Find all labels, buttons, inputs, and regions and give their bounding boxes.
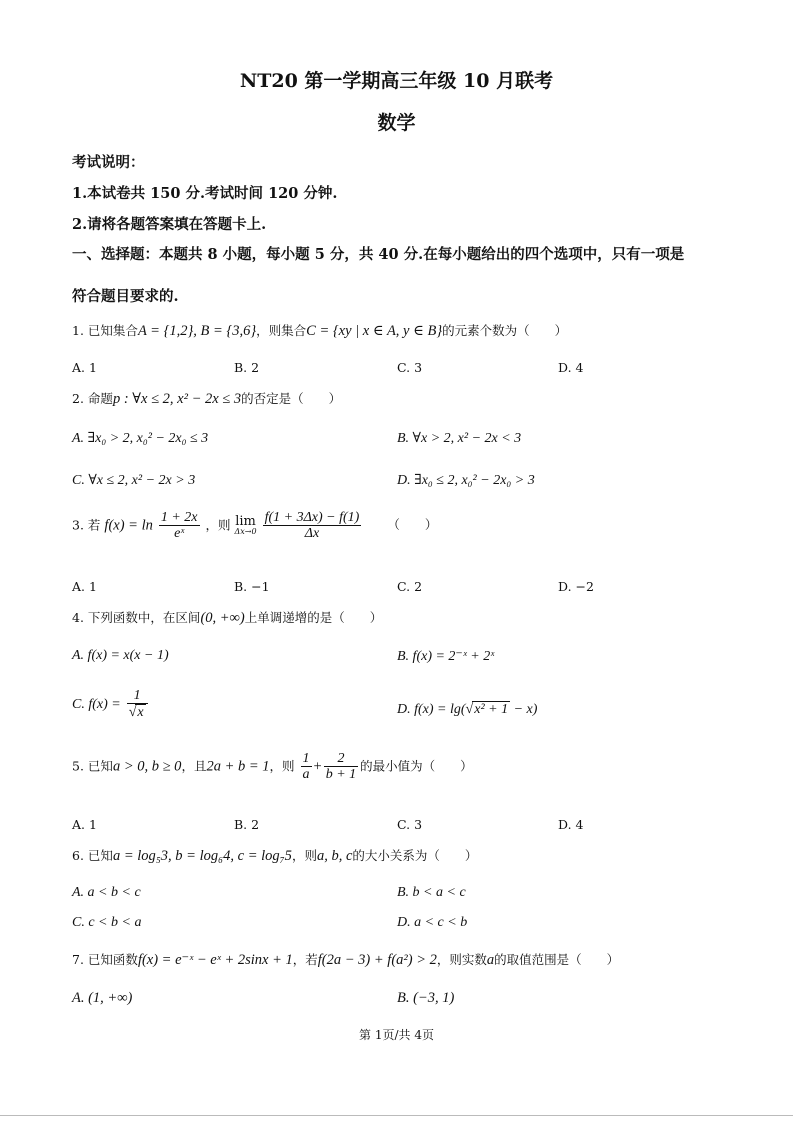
q1-option-b: B. 2 (234, 360, 260, 375)
limit-operator: lim Δx→0 (234, 514, 257, 537)
question-1: 1. 已知集合A = {1,2}, B = {3,6}，则集合C = {xy | x ∈ A, y ∈ B}的元素个数为（ ） (72, 323, 568, 339)
fraction: $\frac{f(1 + 3\Delta x) - f(1)}{\Delta x}$ (264, 510, 360, 542)
math-expression: f(x) = e⁻ˣ − eˣ + 2sinx + 1 (137, 952, 293, 968)
section-heading-line-2: 符合题目要求的. (72, 288, 179, 305)
q6-option-a: A. a < b < c (72, 885, 141, 900)
exam-title: NT20 第一学期高三年级 10 月联考 (239, 70, 554, 92)
question-number: 1. (72, 323, 84, 338)
question-number: 6. (72, 848, 84, 863)
math-expression: A = {1,2}, B = {3,6} (137, 323, 257, 339)
q6-option-c: C. c < b < a (72, 915, 142, 930)
notes-heading: 考试说明： (72, 154, 145, 171)
q4-option-d: D. f(x) = lg(√x² + 1 − x) (397, 702, 538, 717)
question-3: 3. 若 f(x) = ln $\frac{1 + 2x}{\text{eˣ}}$ ，则 lim Δx→0 $\frac{f(1 + 3\Delta x) - f(1)}{\Delta x}$ （ ） (72, 510, 438, 542)
math-expression: p : ∀x ≤ 2, x² − 2x ≤ 3 (112, 391, 242, 407)
q7-option-b: B. (−3, 1) (397, 990, 455, 1006)
question-7: 7. 已知函数f(x) = e⁻ˣ − eˣ + 2sinx + 1，若f(2a − 3) + f(a²) > 2，则实数a的取值范围是（ ） (72, 952, 620, 968)
q1-option-d: D. 4 (558, 360, 584, 375)
math-expression: C = {xy | x ∈ A, y ∈ B} (306, 323, 443, 339)
math-expression: a, b, c (316, 848, 353, 864)
q2-option-b: B. ∀x > 2, x² − 2x < 3 (397, 431, 522, 446)
q7-option-a: A. (1, +∞) (72, 990, 133, 1006)
math-expression: a = log₅3, b = log₆4, c = log₇5 (112, 848, 292, 864)
question-number: 3. (72, 517, 84, 533)
q3-option-d: D. −2 (558, 579, 594, 594)
question-5: 5. 已知a > 0, b ≥ 0，且2a + b = 1，则 $\frac{1}{a}$ + $\frac{2}{b + 1}$ 的最小值为（ ） (72, 751, 473, 783)
q5-option-a: A. 1 (72, 817, 97, 832)
q5-option-d: D. 4 (558, 817, 584, 832)
q1-option-a: A. 1 (72, 360, 97, 375)
question-6: 6. 已知a = log₅3, b = log₆4, c = log₇5，则a, b, c的大小关系为（ ） (72, 848, 478, 864)
q2-option-a: A. ∃x₀ > 2, x₀² − 2x₀ ≤ 3 (72, 431, 209, 446)
math-expression: (0, +∞) (200, 610, 245, 626)
math-expression: 2a + b = 1 (206, 758, 270, 775)
page-number: 第 1页/共 4页 (359, 1028, 434, 1042)
question-4: 4. 下列函数中，在区间(0, +∞)上单调递增的是（ ） (72, 610, 383, 626)
question-number: 2. (72, 391, 84, 406)
subject-title: 数学 (377, 112, 416, 134)
q1-option-c: C. 3 (397, 360, 423, 375)
q4-option-a: A. f(x) = x(x − 1) (72, 648, 169, 663)
q3-option-a: A. 1 (72, 579, 97, 594)
math-expression: f(2a − 3) + f(a²) > 2 (317, 952, 437, 968)
fraction: $\frac{2}{b + 1}$ (325, 751, 357, 783)
math-expression: f(x) = ln (104, 517, 153, 534)
fraction: $\frac{1 + 2x}{\text{eˣ}}$ (160, 510, 198, 542)
q3-option-c: C. 2 (397, 579, 423, 594)
q4-option-b: B. f(x) = 2⁻ˣ + 2ˣ (397, 649, 495, 664)
q6-option-d: D. a < c < b (397, 915, 468, 930)
question-number: 5. (72, 758, 84, 774)
page-divider (0, 1115, 793, 1116)
notes-line-2: 2.请将各题答案填在答题卡上. (72, 216, 267, 233)
fraction: $\frac{1}{√x}$ (127, 688, 148, 721)
q2-option-d: D. ∃x₀ ≤ 2, x₀² − 2x₀ > 3 (397, 473, 535, 488)
math-expression: a > 0, b ≥ 0 (112, 758, 182, 775)
math-expression: a (486, 952, 495, 968)
notes-line-1: 1.本试卷共 150 分.考试时间 120 分钟. (72, 185, 338, 202)
question-number: 7. (72, 952, 84, 967)
q3-option-b: B. −1 (234, 579, 270, 594)
q6-option-b: B. b < a < c (397, 885, 466, 900)
q2-option-c: C. ∀x ≤ 2, x² − 2x > 3 (72, 473, 196, 488)
q5-option-b: B. 2 (234, 817, 260, 832)
q4-option-c: C. f(x) = $\frac{1}{√x}$ (72, 688, 150, 721)
question-2: 2. 命题p : ∀x ≤ 2, x² − 2x ≤ 3的否定是（ ） (72, 391, 342, 407)
fraction: $\frac{1}{a}$ (302, 751, 310, 783)
question-number: 4. (72, 610, 84, 625)
section-heading-line-1: 一、选择题：本题共 8 小题，每小题 5 分，共 40 分.在每小题给出的四个选项中，只有一项是 (72, 246, 685, 263)
q5-option-c: C. 3 (397, 817, 423, 832)
